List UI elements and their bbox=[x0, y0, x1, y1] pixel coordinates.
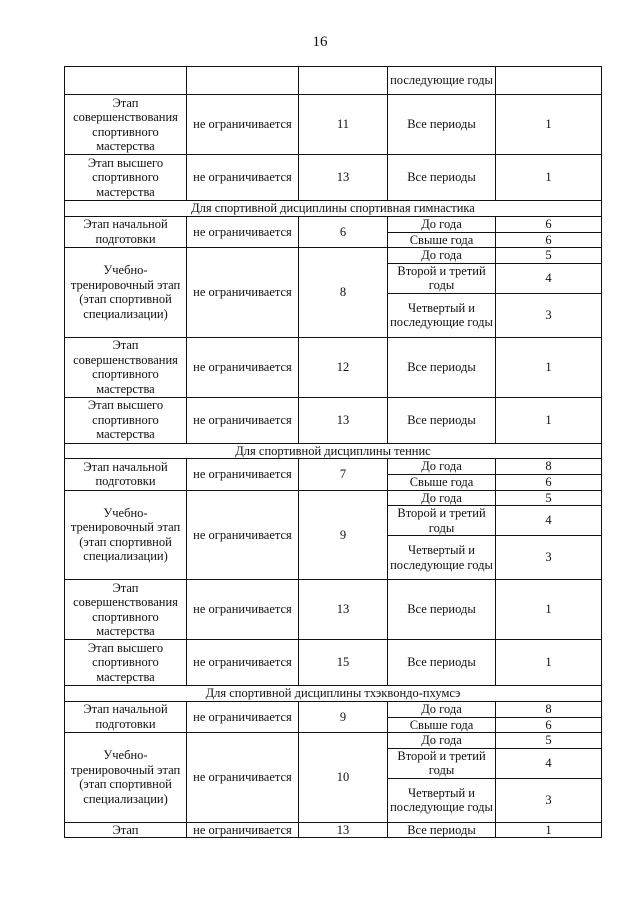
value-cell: 8 bbox=[496, 701, 602, 717]
period-cell: Четвертый и последующие годы bbox=[388, 293, 496, 337]
stage-cell: Этап начальной подготовки bbox=[65, 459, 187, 491]
period-cell: До года bbox=[388, 248, 496, 264]
stage-cell: Этап совершенствования спортивного мастерства bbox=[65, 580, 187, 640]
section-header-row bbox=[65, 201, 602, 217]
duration-cell: не ограничивается bbox=[187, 397, 299, 443]
table-row bbox=[65, 822, 602, 838]
age-cell: 11 bbox=[299, 95, 388, 155]
period-cell: До года bbox=[388, 701, 496, 717]
period-cell: Все периоды bbox=[388, 822, 496, 838]
value-cell: 4 bbox=[496, 506, 602, 536]
duration-cell: не ограничивается bbox=[187, 216, 299, 248]
age-cell: 13 bbox=[299, 397, 388, 443]
table-row bbox=[65, 95, 602, 155]
table-row bbox=[65, 216, 602, 232]
duration-cell: не ограничивается bbox=[187, 580, 299, 640]
age-cell: 8 bbox=[299, 248, 388, 338]
age-cell: 9 bbox=[299, 490, 388, 580]
value-cell: 6 bbox=[496, 216, 602, 232]
stage-cell: Этап совершенствования спортивного мастерства bbox=[65, 95, 187, 155]
section-header-row bbox=[65, 686, 602, 702]
section-title: Для спортивной дисциплины тхэквондо-пхумсэ bbox=[65, 686, 602, 702]
value-cell: 5 bbox=[496, 733, 602, 749]
period-cell: Свыше года bbox=[388, 475, 496, 491]
age-cell: 15 bbox=[299, 640, 388, 686]
stage-cell: Учебно-тренировочный этап (этап спортивной специализации) bbox=[65, 248, 187, 338]
value-cell: 1 bbox=[496, 822, 602, 838]
duration-cell: не ограничивается bbox=[187, 95, 299, 155]
period-cell: Все периоды bbox=[388, 397, 496, 443]
table-row bbox=[65, 580, 602, 640]
value-cell: 1 bbox=[496, 337, 602, 397]
duration-cell: не ограничивается bbox=[187, 155, 299, 201]
value-cell: 1 bbox=[496, 397, 602, 443]
period-cell: последующие годы bbox=[388, 67, 496, 95]
period-cell: Четвертый и последующие годы bbox=[388, 536, 496, 580]
table-row bbox=[65, 248, 602, 264]
page-number: 16 bbox=[312, 34, 328, 50]
value-cell: 3 bbox=[496, 778, 602, 822]
stage-cell: Этап высшего спортивного мастерства bbox=[65, 155, 187, 201]
value-cell: 4 bbox=[496, 748, 602, 778]
age-cell: 12 bbox=[299, 337, 388, 397]
table-row bbox=[65, 67, 602, 95]
period-cell: Все периоды bbox=[388, 580, 496, 640]
stage-cell: Учебно-тренировочный этап (этап спортивной специализации) bbox=[65, 490, 187, 580]
period-cell: Все периоды bbox=[388, 337, 496, 397]
value-cell: 6 bbox=[496, 475, 602, 491]
stage-cell: Этап bbox=[65, 822, 187, 838]
age-cell: 10 bbox=[299, 733, 388, 823]
table-row bbox=[65, 490, 602, 506]
period-cell: Второй и третий годы bbox=[388, 748, 496, 778]
table-row bbox=[65, 459, 602, 475]
table-row bbox=[65, 155, 602, 201]
section-header-row bbox=[65, 443, 602, 459]
duration-cell: не ограничивается bbox=[187, 459, 299, 491]
period-cell: Свыше года bbox=[388, 717, 496, 733]
stage-cell: Этап совершенствования спортивного мастерства bbox=[65, 337, 187, 397]
duration-cell: не ограничивается bbox=[187, 490, 299, 580]
table-row bbox=[65, 337, 602, 397]
period-cell: До года bbox=[388, 216, 496, 232]
age-cell: 7 bbox=[299, 459, 388, 491]
duration-cell: не ограничивается bbox=[187, 337, 299, 397]
stage-cell: Этап начальной подготовки bbox=[65, 216, 187, 248]
period-cell: До года bbox=[388, 733, 496, 749]
duration-cell: не ограничивается bbox=[187, 701, 299, 733]
value-cell: 5 bbox=[496, 490, 602, 506]
section-title: Для спортивной дисциплины теннис bbox=[65, 443, 602, 459]
table-row bbox=[65, 640, 602, 686]
value-cell: 5 bbox=[496, 248, 602, 264]
table-row bbox=[65, 733, 602, 749]
duration-cell: не ограничивается bbox=[187, 640, 299, 686]
duration-cell bbox=[187, 67, 299, 95]
value-cell: 3 bbox=[496, 536, 602, 580]
duration-cell: не ограничивается bbox=[187, 822, 299, 838]
stage-cell bbox=[65, 67, 187, 95]
value-cell: 1 bbox=[496, 580, 602, 640]
stage-cell: Этап высшего спортивного мастерства bbox=[65, 397, 187, 443]
section-title: Для спортивной дисциплины спортивная гимнастика bbox=[65, 201, 602, 217]
period-cell: Четвертый и последующие годы bbox=[388, 778, 496, 822]
value-cell: 6 bbox=[496, 717, 602, 733]
period-cell: Второй и третий годы bbox=[388, 263, 496, 293]
age-cell: 13 bbox=[299, 580, 388, 640]
value-cell bbox=[496, 67, 602, 95]
period-cell: Второй и третий годы bbox=[388, 506, 496, 536]
stage-cell: Этап начальной подготовки bbox=[65, 701, 187, 733]
period-cell: Свыше года bbox=[388, 232, 496, 248]
period-cell: Все периоды bbox=[388, 640, 496, 686]
value-cell: 3 bbox=[496, 293, 602, 337]
table-row bbox=[65, 701, 602, 717]
value-cell: 1 bbox=[496, 640, 602, 686]
stage-cell: Этап высшего спортивного мастерства bbox=[65, 640, 187, 686]
age-cell bbox=[299, 67, 388, 95]
age-requirements-table bbox=[64, 66, 602, 838]
period-cell: Все периоды bbox=[388, 95, 496, 155]
value-cell: 8 bbox=[496, 459, 602, 475]
period-cell: До года bbox=[388, 490, 496, 506]
age-cell: 6 bbox=[299, 216, 388, 248]
value-cell: 1 bbox=[496, 155, 602, 201]
period-cell: До года bbox=[388, 459, 496, 475]
table-row bbox=[65, 397, 602, 443]
duration-cell: не ограничивается bbox=[187, 733, 299, 823]
stage-cell: Учебно-тренировочный этап (этап спортивной специализации) bbox=[65, 733, 187, 823]
age-cell: 9 bbox=[299, 701, 388, 733]
duration-cell: не ограничивается bbox=[187, 248, 299, 338]
value-cell: 6 bbox=[496, 232, 602, 248]
period-cell: Все периоды bbox=[388, 155, 496, 201]
age-cell: 13 bbox=[299, 155, 388, 201]
value-cell: 4 bbox=[496, 263, 602, 293]
value-cell: 1 bbox=[496, 95, 602, 155]
age-cell: 13 bbox=[299, 822, 388, 838]
